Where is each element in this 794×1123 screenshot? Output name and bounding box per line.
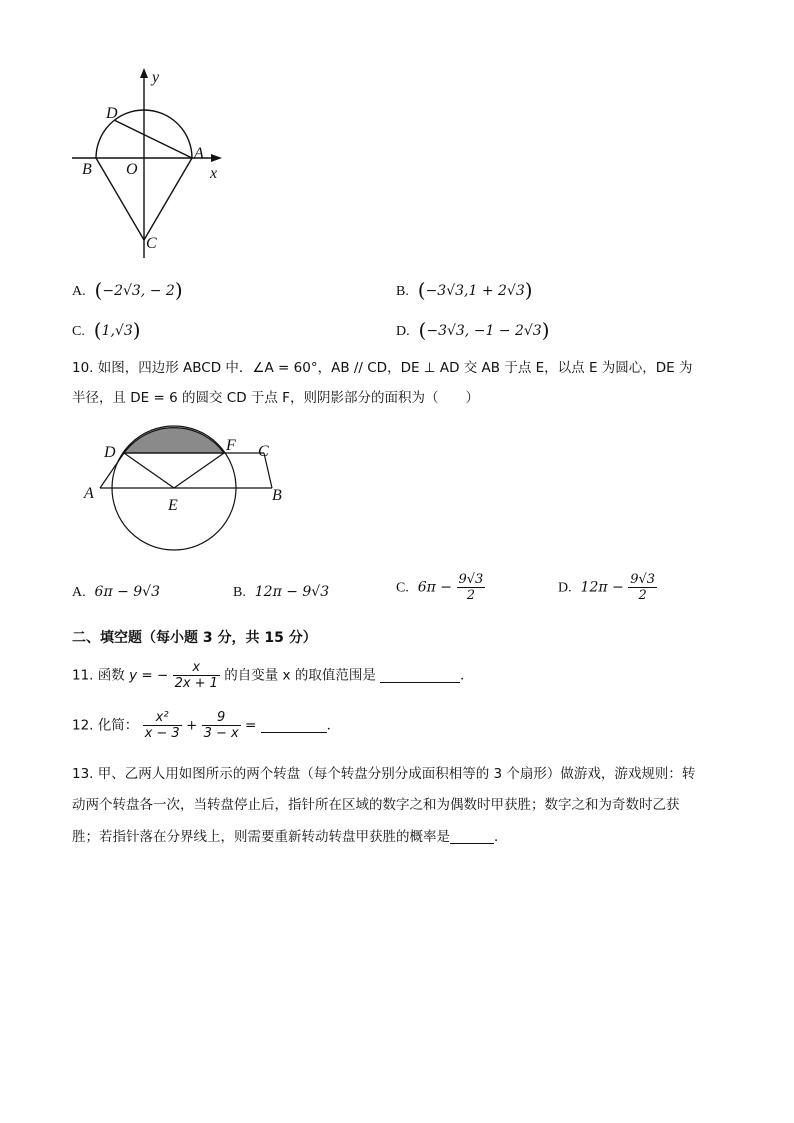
circle-figure [80,418,300,558]
q12-fraction-1: $\frac{\text{x²}}{x - 3}$ [144,710,180,741]
q12-answer-blank[interactable] [261,718,327,733]
label-d: D [106,105,118,122]
q10-option-b-value: 12π − 9√3 [254,584,330,600]
q11-prefix: 11. 函数 [72,667,125,684]
q10-option-a[interactable]: A. 6π − 9√3 [72,584,161,600]
label-e: E [168,497,178,514]
paren-close: ) [174,278,183,302]
q9-option-d-value: −3√3, −1 − 2√3 [426,323,542,339]
paren-open: ( [94,278,103,302]
q11-answer-blank[interactable] [380,668,460,683]
label-a: A [84,485,94,502]
q13-line2: 动两个转盘各一次，当转盘停止后，指针所在区域的数字之和为偶数时甲获胜；数字之和为奇数时乙获 [72,797,680,813]
paren-close: ) [524,278,533,302]
q12-fraction-2: $\frac{9}{3 - x}$ [203,710,239,741]
q10-stem-line2: 半径，且 DE = 6 的圆交 CD 于点 F，则阴影部分的面积为（ ） [72,390,479,406]
label-d: D [104,444,116,461]
coordinate-figure [60,62,240,262]
shaded-segment [124,428,224,453]
q11-fraction: $\frac{x}{2x + 1}$ [174,660,218,691]
q10-option-a-value: 6π − 9√3 [94,584,161,600]
paren-open: ( [418,318,427,342]
label-o: O [126,161,138,178]
label-f: F [226,437,236,454]
q12 [72,710,340,741]
q10-option-c-prefix: 6π − [417,579,453,596]
label-a: A [194,145,204,162]
q9-option-b[interactable]: B. (−3√3,1 + 2√3) [396,278,533,302]
q10-option-c-fraction: $\frac{9√3}{2}$ [458,572,484,603]
q10-option-c[interactable]: C. 6π − $\frac{9√3}{2}$ [396,572,484,603]
label-x: x [210,165,218,182]
paren-open: ( [417,278,426,302]
segment-de [124,453,174,488]
q13-line1: 13. 甲、乙两人用如图所示的两个转盘（每个转盘分别分成面积相等的 3 个扇形）做游戏，游戏规则：转 [72,766,696,782]
x-axis-arrow [211,154,222,162]
q10-option-b[interactable]: B. 12π − 9√3 [233,584,330,600]
q10-option-d-fraction: $\frac{9√3}{2}$ [630,572,656,603]
segment-ef [174,453,224,488]
label-b: B [272,487,282,504]
y-axis-arrow [140,68,148,78]
q11 [72,660,474,691]
paren-close: ) [541,318,550,342]
label-b: B [82,161,92,178]
q12-plus: + [185,717,198,734]
q12-prefix: 12. 化简： [72,717,139,734]
q12-end: ． [326,717,341,734]
q9-option-a[interactable]: A. (−2√3, − 2) [72,278,183,302]
q11-text: 的自变量 x 的取值范围是 [224,667,376,684]
q13-line3-text: 胜；若指针落在分界线上，则需要重新转动转盘甲获胜的概率是 [72,829,450,845]
q13-end: ． [494,829,508,845]
q11-end: ． [460,667,474,684]
q10-option-d-prefix: 12π − [580,579,624,596]
label-c: C [146,235,157,252]
q13-answer-blank[interactable] [450,829,494,844]
q10-option-d[interactable]: D. 12π − $\frac{9√3}{2}$ [558,572,656,603]
q13-line3 [72,827,508,847]
label-y: y [152,69,160,86]
segment-ac [144,158,192,240]
q9-option-c-value: 1,√3 [101,323,133,339]
label-c: C [258,443,269,460]
q12-equals: = [245,717,257,734]
paren-close: ) [132,318,141,342]
q11-function-lhs: y = − [129,667,169,684]
q9-option-b-value: −3√3,1 + 2√3 [425,283,525,299]
section-heading: 二、填空题（每小题 3 分，共 15 分） [72,630,317,646]
paren-open: ( [93,318,102,342]
q10-stem-line1: 10. 如图，四边形 ABCD 中．∠A = 60°，AB // CD，DE ⊥ AD 交 AB 于点 E，以点 E 为圆心，DE 为 [72,360,693,376]
q9-option-d[interactable]: D. (−3√3, −1 − 2√3) [396,318,550,342]
q9-option-a-value: −2√3, − 2 [102,283,175,299]
q9-option-c[interactable]: C. (1,√3) [72,318,141,342]
